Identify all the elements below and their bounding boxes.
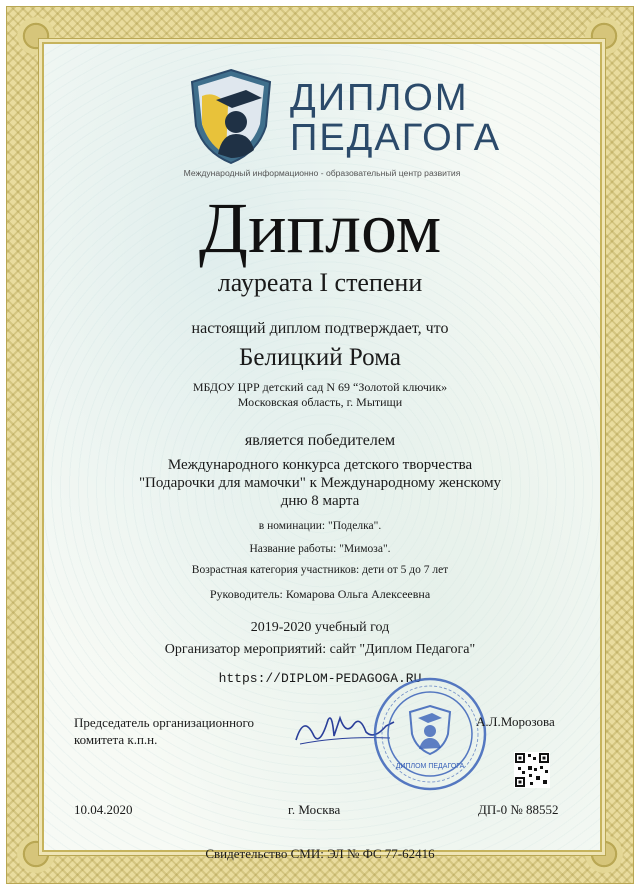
diploma-title: Диплом	[198, 188, 442, 268]
qr-code-icon	[514, 752, 550, 788]
organizer: Организатор мероприятий: сайт "Диплом Педагога"	[164, 642, 476, 657]
shield-logo-icon	[186, 66, 276, 166]
media-certificate: Свидетельство СМИ: ЭЛ № ФС 77-62416	[205, 846, 435, 861]
winner-text: является победителем	[244, 432, 396, 449]
confirm-text: настоящий диплом подтверждает, что	[191, 320, 449, 337]
recipient-name: Белицкий Рома	[239, 344, 401, 371]
contest-line: "Подарочки для мамочки" к Международному женскому	[138, 475, 502, 491]
chair-line: Председатель организационного	[74, 715, 255, 730]
logo-title-line: ПЕДАГОГА	[290, 117, 502, 159]
contest-line: дню 8 марта	[280, 493, 360, 509]
nomination: в номинации: "Поделка".	[258, 520, 382, 532]
diploma-subtitle: лауреата I степени	[217, 268, 423, 297]
issue-city: г. Москва	[288, 802, 341, 817]
logo-title-line: ДИПЛОМ	[290, 77, 469, 119]
school-year: 2019-2020 учебный год	[250, 620, 390, 635]
logo-title	[290, 77, 502, 159]
chair-title	[74, 714, 254, 748]
organization-line: МБДОУ ЦРР детский сад N 69 “Золотой ключик»	[192, 380, 448, 394]
diploma-number: ДП-0 № 88552	[478, 802, 559, 817]
logo	[183, 66, 502, 178]
stamp-seal	[372, 676, 488, 792]
organization-location: Московская область, г. Мытищи	[237, 395, 403, 409]
issue-date: 10.04.2020	[74, 802, 133, 817]
work-title: Название работы: "Мимоза".	[249, 543, 391, 555]
signer-name: А.Л.Морозова	[476, 714, 555, 729]
leader: Руководитель: Комарова Ольга Алексеевна	[209, 587, 431, 601]
logo-subtitle: Международный информационно - образовательный центр развития	[183, 168, 461, 178]
contest-line: Международного конкурса детского творчества	[167, 457, 473, 473]
stamp-text: ДИПЛОМ ПЕДАГОГА	[395, 763, 465, 770]
contest-name	[0, 456, 640, 510]
chair-line: комитета к.п.н.	[74, 732, 158, 747]
age-category: Возрастная категория участников: дети от 5 до 7 лет	[191, 564, 449, 576]
website-url: https://DIPLOM-PEDAGOGA.RU	[218, 671, 422, 686]
